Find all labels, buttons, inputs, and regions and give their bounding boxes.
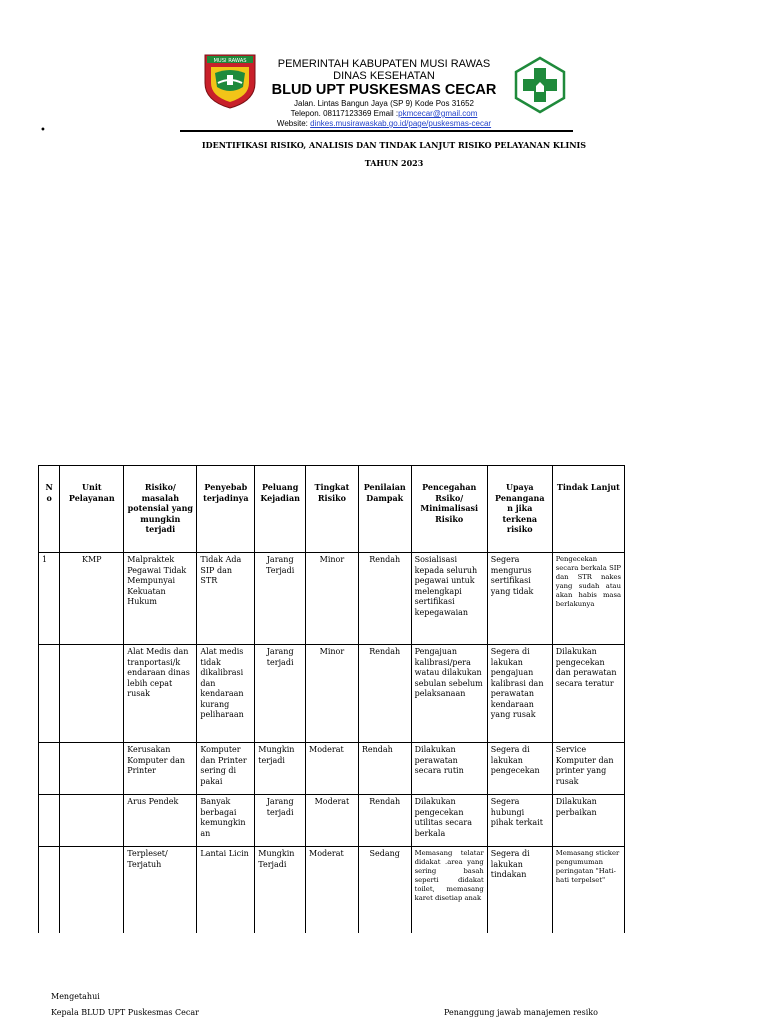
cell-penyebab: Alat medis tidak dikalibrasi dan kendaraan kurang peliharaan [197, 645, 255, 743]
col-header: Risiko/ masalah potensial yang mungkin terjadi [124, 466, 197, 553]
header-divider [180, 130, 573, 132]
institution-name: BLUD UPT PUSKESMAS CECAR [271, 82, 497, 98]
contact-line: Telepon. 08117123369 Email :pkmcecar@gmail.com [290, 109, 478, 118]
cell-peluang: Jarang terjadi [255, 795, 306, 847]
cell-no [39, 743, 60, 795]
cell-no [39, 645, 60, 743]
col-header: Penilaian Dampak [358, 466, 411, 553]
letterhead [0, 0, 768, 168]
table-row [39, 795, 625, 847]
cell-pencegahan: Memasang telatar didakat .area yang sering basah seperti didakat toilet, memasang karet disetiap anak [411, 847, 487, 934]
cell-no [39, 847, 60, 934]
cell-unit [60, 743, 124, 795]
cell-tindak: Memasang sticker pengumuman peringatan "Hati-hati terpelset" [552, 847, 624, 934]
bullet-mark: • [40, 125, 46, 136]
col-header: Pencegahan Rsiko/ Minimalisasi Risiko [411, 466, 487, 553]
cell-upaya: Segera mengurus sertifikasi yang tidak [487, 553, 552, 645]
cell-unit [60, 645, 124, 743]
document-title: IDENTIFIKASI RISIKO, ANALISIS DAN TINDAK LANJUT RISIKO PELAYANAN KLINIS [201, 140, 587, 150]
cell-pencegahan: Sosialisasi kepada seluruh pegawai untuk melengkapi sertifikasi kepegawaian [411, 553, 487, 645]
puskesmas-logo-icon [513, 56, 567, 114]
department-name: DINAS KESEHATAN [333, 70, 435, 82]
cell-penyebab: Tidak Ada SIP dan STR [197, 553, 255, 645]
cell-tindak: Dilakukan pengecekan dan perawatan secara teratur [552, 645, 624, 743]
cell-no: 1 [39, 553, 60, 645]
table-row [39, 553, 625, 645]
cell-tingkat: Minor [306, 553, 359, 645]
cell-dampak: Sedang [358, 847, 411, 934]
cell-tingkat: Moderat [306, 743, 359, 795]
table-row [39, 743, 625, 795]
emblem-text: MUSI RAWAS [213, 58, 247, 64]
cell-upaya: Segera di lakukan tindakan [487, 847, 552, 934]
cell-tingkat: Minor [306, 645, 359, 743]
table-row [39, 645, 625, 743]
footer-acknowledged: Mengetahui [51, 992, 100, 1001]
risk-table-container [38, 465, 625, 933]
cell-risiko: Terpleset/ Terjatuh [124, 847, 197, 934]
cell-peluang: Mungkin terjadi [255, 743, 306, 795]
cell-peluang: Mungkin Terjadi [255, 847, 306, 934]
website-line: Website: dinkes.musirawaskab.go.id/page/puskesmas-cecar [276, 119, 492, 128]
cell-dampak: Rendah [358, 743, 411, 795]
musi-rawas-emblem-icon [203, 53, 257, 109]
col-header: Penyebab terjadinya [197, 466, 255, 553]
gov-name: PEMERINTAH KABUPATEN MUSI RAWAS [277, 58, 491, 70]
table-row [39, 847, 625, 934]
cell-tindak: Pengecekan secara berkala SIP dan STR nakes yang sudah atau akan habis masa berlakunya [552, 553, 624, 645]
document-year: TAHUN 2023 [364, 158, 424, 168]
cell-tingkat: Moderat [306, 847, 359, 934]
col-header: Tindak Lanjut [552, 466, 624, 553]
cell-penyebab: Komputer dan Printer sering di pakai [197, 743, 255, 795]
cell-risiko: Alat Medis dan tranportasi/k endaraan dinas lebih cepat rusak [124, 645, 197, 743]
col-header: Upaya Penangana n jika terkena risiko [487, 466, 552, 553]
cell-dampak: Rendah [358, 795, 411, 847]
cell-risiko: Arus Pendek [124, 795, 197, 847]
cell-unit [60, 795, 124, 847]
letterhead-text [262, 58, 506, 129]
cell-unit [60, 847, 124, 934]
cell-no [39, 795, 60, 847]
cell-upaya: Segera di lakukan pengecekan [487, 743, 552, 795]
cell-dampak: Rendah [358, 553, 411, 645]
col-header: N o [39, 466, 60, 553]
cell-tindak: Service Komputer dan printer yang rusak [552, 743, 624, 795]
cell-tindak: Dilakukan perbaikan [552, 795, 624, 847]
cell-pencegahan: Pengajuan kalibrasi/pera watau dilakukan sebulan sebelum pelaksanaan [411, 645, 487, 743]
cell-pencegahan: Dilakukan pengecekan utilitas secara berkala [411, 795, 487, 847]
cell-upaya: Segera di lakukan pengajuan kalibrasi dan perawatan kendaraan yang rusak [487, 645, 552, 743]
cell-peluang: Jarang terjadi [255, 645, 306, 743]
footer-risk-manager: Penanggung jawab manajemen resiko [444, 1008, 598, 1017]
website-link[interactable]: dinkes.musirawaskab.go.id/page/puskesmas-cecar [310, 119, 492, 128]
col-header: Peluang Kejadian [255, 466, 306, 553]
cell-penyebab: Lantai Licin [197, 847, 255, 934]
cell-pencegahan: Dilakukan perawatan secara rutin [411, 743, 487, 795]
cell-tingkat: Moderat [306, 795, 359, 847]
col-header: Tingkat Risiko [306, 466, 359, 553]
cell-upaya: Segera hubungi pihak terkait [487, 795, 552, 847]
email-link[interactable]: pkmcecar@gmail.com [398, 109, 478, 118]
cell-risiko: Malpraktek Pegawai Tidak Mempunyai Kekuatan Hukum [124, 553, 197, 645]
cell-unit: KMP [60, 553, 124, 645]
col-header: Unit Pelayanan [60, 466, 124, 553]
footer-head-title: Kepala BLUD UPT Puskesmas Cecar [51, 1008, 199, 1017]
risk-table [38, 465, 625, 933]
cell-peluang: Jarang Terjadi [255, 553, 306, 645]
cell-dampak: Rendah [358, 645, 411, 743]
table-header-row [39, 466, 625, 553]
cell-risiko: Kerusakan Komputer dan Printer [124, 743, 197, 795]
address: Jalan. Lintas Bangun Jaya (SP 9) Kode Pos 31652 [294, 99, 474, 108]
cell-penyebab: Banyak berbagai kemungkin an [197, 795, 255, 847]
